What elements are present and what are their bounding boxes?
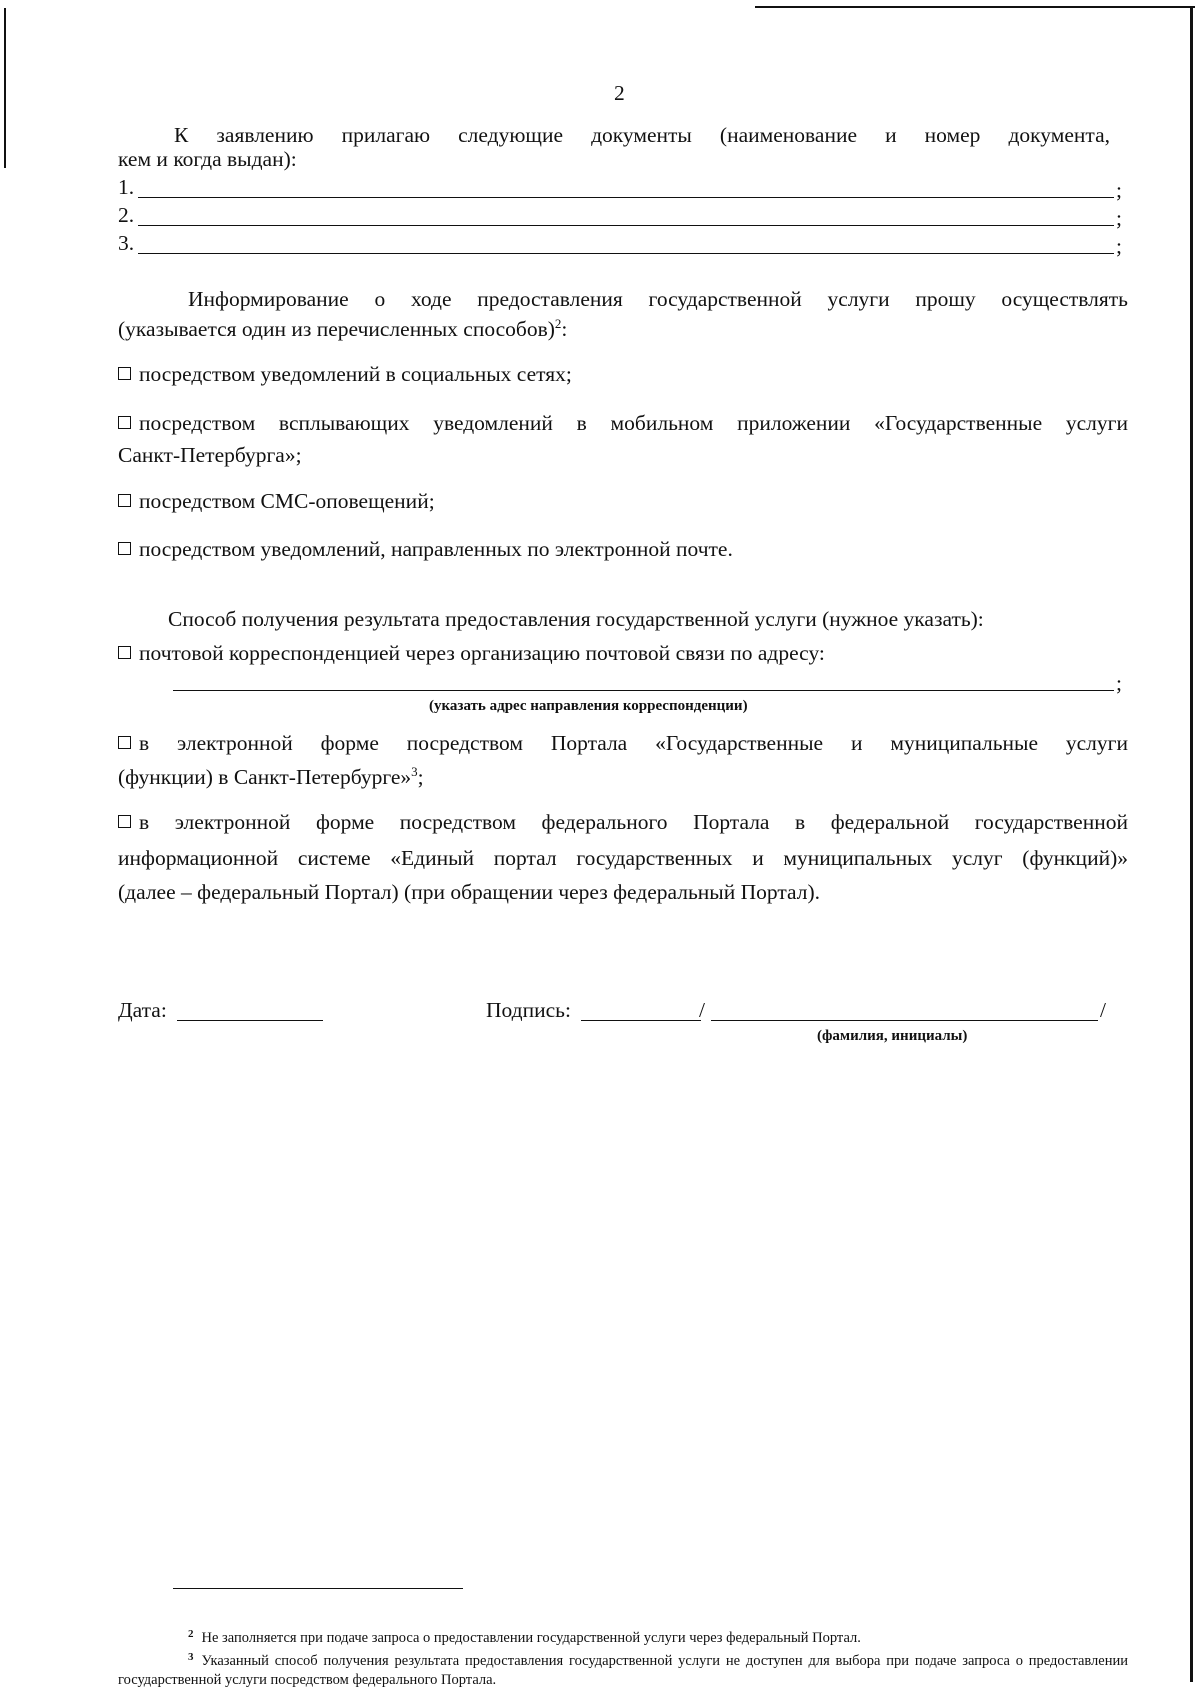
scan-left-edge xyxy=(4,8,6,168)
footnote-text: Не заполняется при подаче запроса о предоставлении государственной услуги через федеральный Портал. xyxy=(201,1630,861,1646)
attachment-line-1[interactable] xyxy=(138,197,1114,198)
notification-option-mobile-app[interactable] xyxy=(118,410,1128,436)
option-label: в электронной форме посредством федерального Портала в федеральной государственной xyxy=(139,810,1128,834)
address-terminator: ; xyxy=(1116,671,1122,695)
footnote-text: Указанный способ получения результата предоставления государственной услуги не доступен для выбора при подаче запроса о предоставлении государственной услуги посредством федерального Портала. xyxy=(118,1653,1128,1688)
notification-option-sms[interactable] xyxy=(118,488,435,514)
notification-intro-cont-text: (указывается один из перечисленных способов) xyxy=(118,317,555,341)
notification-option-email[interactable] xyxy=(118,536,733,562)
notification-option-social[interactable] xyxy=(118,361,572,387)
footnote-3 xyxy=(118,1648,1128,1690)
option-label: посредством уведомлений в социальных сетях; xyxy=(139,362,572,386)
result-option-federal-portal[interactable] xyxy=(118,809,1128,835)
option-label: почтовой корреспонденцией через организацию почтовой связи по адресу: xyxy=(139,641,825,665)
notification-option-mobile-app-cont: Санкт-Петербурга»; xyxy=(118,443,302,467)
checkbox[interactable] xyxy=(118,542,131,555)
option-label: посредством всплывающих уведомлений в мобильном приложении «Государственные услуги xyxy=(139,411,1128,435)
checkbox[interactable] xyxy=(118,646,131,659)
attachment-item-number: 2. xyxy=(118,203,135,227)
attachments-intro-cont: кем и когда выдан): xyxy=(118,147,297,171)
footnote-ref-3: 3 xyxy=(411,763,418,779)
signature-label: Подпись: xyxy=(486,998,571,1022)
checkbox[interactable] xyxy=(118,494,131,507)
result-option-postal[interactable] xyxy=(118,640,825,666)
notification-intro-cont xyxy=(118,316,567,342)
address-line[interactable] xyxy=(173,690,1114,691)
attachment-item-number: 3. xyxy=(118,231,135,255)
result-option-federal-portal-cont2: (далее – федеральный Портал) (при обращении через федеральный Портал). xyxy=(118,880,821,904)
address-caption: (указать адрес направления корреспонденции) xyxy=(429,698,748,714)
footnote-2 xyxy=(118,1625,1128,1648)
option-label: в электронной форме посредством Портала «Государственные и муниципальные услуги xyxy=(139,731,1128,755)
scan-top-edge xyxy=(755,6,1195,8)
attachment-item-number: 1. xyxy=(118,175,135,199)
date-line[interactable] xyxy=(177,1020,323,1021)
result-option-federal-portal-cont: информационной системе «Единый портал государственных и муниципальных услуг (функций)» xyxy=(118,846,1128,870)
footnote-ref-2: 2 xyxy=(554,315,562,331)
name-caption: (фамилия, инициалы) xyxy=(817,1028,968,1044)
checkbox[interactable] xyxy=(118,815,131,828)
option-label: посредством СМС-оповещений; xyxy=(139,489,435,513)
footnote-number: 2 xyxy=(188,1628,194,1640)
result-option-regional-portal-cont xyxy=(118,764,424,790)
signature-line[interactable] xyxy=(581,1020,701,1021)
date-label: Дата: xyxy=(118,998,167,1022)
scan-right-edge xyxy=(1190,6,1193,1682)
result-intro: Способ получения результата предоставления государственной услуги (нужное указать): xyxy=(168,607,984,631)
result-option-regional-portal[interactable] xyxy=(118,730,1128,756)
name-line[interactable] xyxy=(711,1020,1098,1021)
signature-separator: / xyxy=(699,998,705,1022)
page-number: 2 xyxy=(614,81,625,105)
notification-intro-tail: : xyxy=(561,317,568,341)
attachment-terminator: ; xyxy=(1116,206,1122,230)
signature-separator: / xyxy=(1100,998,1106,1022)
checkbox[interactable] xyxy=(118,736,131,749)
notification-intro: Информирование о ходе предоставления государственной услуги прошу осуществлять xyxy=(188,287,1128,311)
footnote-number: 3 xyxy=(188,1651,194,1663)
attachment-terminator: ; xyxy=(1116,178,1122,202)
attachment-line-3[interactable] xyxy=(138,253,1114,254)
attachment-line-2[interactable] xyxy=(138,225,1114,226)
checkbox[interactable] xyxy=(118,367,131,380)
attachment-terminator: ; xyxy=(1116,234,1122,258)
regional-portal-cont-text: (функции) в Санкт-Петербурге» xyxy=(118,765,412,789)
option-label: посредством уведомлений, направленных по электронной почте. xyxy=(139,537,733,561)
attachments-intro: К заявлению прилагаю следующие документы (наименование и номер документа, xyxy=(174,123,1110,147)
checkbox[interactable] xyxy=(118,416,131,429)
regional-portal-tail: ; xyxy=(417,765,424,789)
footnote-separator xyxy=(173,1588,463,1589)
